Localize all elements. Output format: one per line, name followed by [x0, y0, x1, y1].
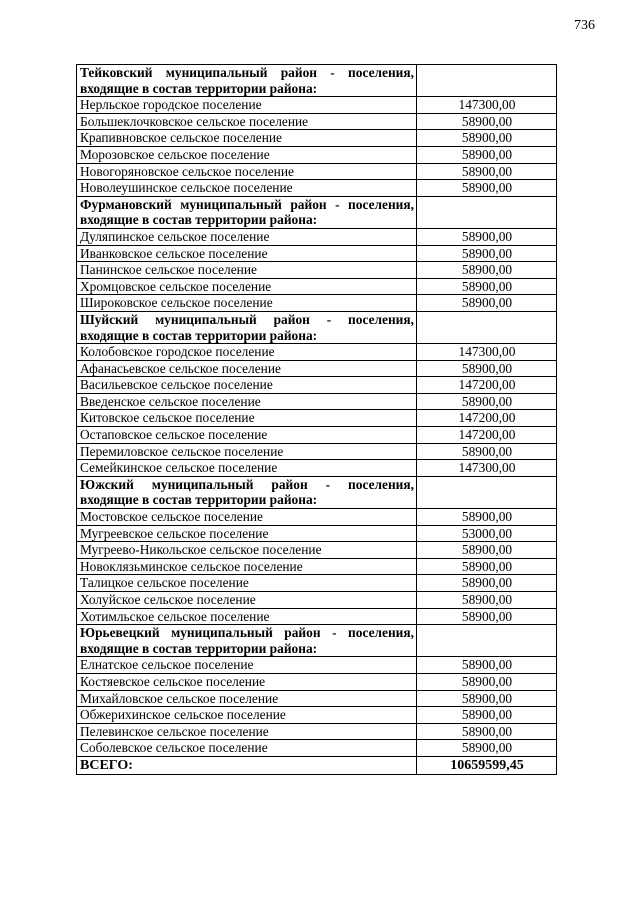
settlement-name: Семейкинское сельское поселение: [77, 460, 417, 477]
settlement-row: [77, 673, 557, 690]
settlement-name: Мугреевское сельское поселение: [77, 525, 417, 542]
settlement-row: [77, 509, 557, 526]
amount-cell: 58900,00: [417, 673, 557, 690]
settlement-name: Хромцовское сельское поселение: [77, 278, 417, 295]
settlement-name: Афанасьевское сельское поселение: [77, 360, 417, 377]
settlement-name: Остаповское сельское поселение: [77, 427, 417, 444]
amount-cell: 58900,00: [417, 509, 557, 526]
settlement-row: [77, 558, 557, 575]
settlement-name: Широковское сельское поселение: [77, 295, 417, 312]
settlement-name: Талицкое сельское поселение: [77, 575, 417, 592]
amount-cell: 147300,00: [417, 97, 557, 114]
amount-cell: 58900,00: [417, 113, 557, 130]
total-row: [77, 756, 557, 774]
amount-cell: 58900,00: [417, 278, 557, 295]
settlement-row: [77, 575, 557, 592]
settlement-row: [77, 393, 557, 410]
amount-cell: [417, 311, 557, 343]
amount-cell: 147200,00: [417, 427, 557, 444]
total-amount: 10659599,45: [417, 756, 557, 774]
settlement-name: Михайловское сельское поселение: [77, 690, 417, 707]
amount-cell: 147300,00: [417, 460, 557, 477]
settlement-row: [77, 180, 557, 197]
settlement-row: [77, 245, 557, 262]
table-body: [77, 65, 557, 757]
amount-cell: 58900,00: [417, 360, 557, 377]
settlement-row: [77, 295, 557, 312]
settlement-name: Нерльское городское поселение: [77, 97, 417, 114]
settlement-name: Васильевское сельское поселение: [77, 377, 417, 394]
district-heading: Шуйский муниципальный район - поселения, входящие в состав территории района:: [77, 311, 417, 343]
amount-cell: 58900,00: [417, 723, 557, 740]
settlement-name: Перемиловское сельское поселение: [77, 443, 417, 460]
amount-cell: 58900,00: [417, 690, 557, 707]
district-heading-row: [77, 476, 557, 508]
amount-cell: 147300,00: [417, 344, 557, 361]
settlement-name: Елнатское сельское поселение: [77, 657, 417, 674]
amount-cell: 58900,00: [417, 740, 557, 757]
settlement-row: [77, 360, 557, 377]
settlement-name: Новолеушинское сельское поселение: [77, 180, 417, 197]
amount-cell: 58900,00: [417, 245, 557, 262]
district-heading: Юрьевецкий муниципальный район - поселения, входящие в состав территории района:: [77, 625, 417, 657]
amount-cell: 58900,00: [417, 163, 557, 180]
settlement-row: [77, 427, 557, 444]
district-heading: Тейковский муниципальный район - поселения, входящие в состав территории района:: [77, 65, 417, 97]
settlement-name: Панинское сельское поселение: [77, 262, 417, 279]
settlement-name: Крапивновское сельское поселение: [77, 130, 417, 147]
settlement-row: [77, 740, 557, 757]
amount-cell: 58900,00: [417, 262, 557, 279]
settlement-row: [77, 525, 557, 542]
amount-cell: [417, 476, 557, 508]
amount-cell: 58900,00: [417, 575, 557, 592]
settlement-row: [77, 130, 557, 147]
amount-cell: [417, 196, 557, 228]
settlement-name: Морозовское сельское поселение: [77, 146, 417, 163]
district-heading: Фурмановский муниципальный район - поселения, входящие в состав территории района:: [77, 196, 417, 228]
settlement-name: Костяевское сельское поселение: [77, 673, 417, 690]
settlement-row: [77, 592, 557, 609]
settlement-name: Новогоряновское сельское поселение: [77, 163, 417, 180]
amount-cell: 58900,00: [417, 295, 557, 312]
district-heading-row: [77, 196, 557, 228]
amount-cell: 53000,00: [417, 525, 557, 542]
district-heading-row: [77, 311, 557, 343]
settlement-row: [77, 344, 557, 361]
amount-cell: 58900,00: [417, 130, 557, 147]
amount-cell: 58900,00: [417, 228, 557, 245]
amount-cell: 58900,00: [417, 558, 557, 575]
amount-cell: 58900,00: [417, 146, 557, 163]
amount-cell: 58900,00: [417, 608, 557, 625]
district-heading-row: [77, 625, 557, 657]
settlement-row: [77, 228, 557, 245]
settlements-budget-table: [76, 64, 557, 775]
settlement-row: [77, 113, 557, 130]
district-heading-row: [77, 65, 557, 97]
settlement-name: Большеклочковское сельское поселение: [77, 113, 417, 130]
settlement-name: Холуйское сельское поселение: [77, 592, 417, 609]
settlement-name: Введенское сельское поселение: [77, 393, 417, 410]
settlement-row: [77, 657, 557, 674]
settlement-row: [77, 163, 557, 180]
settlement-name: Китовское сельское поселение: [77, 410, 417, 427]
settlement-row: [77, 262, 557, 279]
settlement-name: Дуляпинское сельское поселение: [77, 228, 417, 245]
settlement-row: [77, 97, 557, 114]
settlement-name: Соболевское сельское поселение: [77, 740, 417, 757]
settlement-name: Обжерихинское сельское поселение: [77, 707, 417, 724]
settlement-row: [77, 146, 557, 163]
settlement-name: Колобовское городское поселение: [77, 344, 417, 361]
amount-cell: [417, 65, 557, 97]
amount-cell: 58900,00: [417, 393, 557, 410]
total-label: ВСЕГО:: [77, 756, 417, 774]
settlement-row: [77, 278, 557, 295]
amount-cell: 58900,00: [417, 707, 557, 724]
settlement-row: [77, 460, 557, 477]
amount-cell: 147200,00: [417, 410, 557, 427]
district-heading: Южский муниципальный район - поселения, входящие в состав территории района:: [77, 476, 417, 508]
amount-cell: 58900,00: [417, 443, 557, 460]
amount-cell: [417, 625, 557, 657]
settlement-name: Новоклязьминское сельское поселение: [77, 558, 417, 575]
settlement-name: Мостовское сельское поселение: [77, 509, 417, 526]
settlement-name: Иванковское сельское поселение: [77, 245, 417, 262]
amount-cell: 147200,00: [417, 377, 557, 394]
amount-cell: 58900,00: [417, 592, 557, 609]
settlement-row: [77, 443, 557, 460]
amount-cell: 58900,00: [417, 180, 557, 197]
settlement-name: Хотимльское сельское поселение: [77, 608, 417, 625]
settlement-row: [77, 377, 557, 394]
settlement-name: Мугреево-Никольское сельское поселение: [77, 542, 417, 559]
settlement-row: [77, 723, 557, 740]
settlement-row: [77, 410, 557, 427]
settlement-name: Пелевинское сельское поселение: [77, 723, 417, 740]
settlement-row: [77, 542, 557, 559]
settlement-row: [77, 707, 557, 724]
amount-cell: 58900,00: [417, 542, 557, 559]
settlement-row: [77, 608, 557, 625]
amount-cell: 58900,00: [417, 657, 557, 674]
page-number: 736: [574, 18, 595, 33]
settlement-row: [77, 690, 557, 707]
